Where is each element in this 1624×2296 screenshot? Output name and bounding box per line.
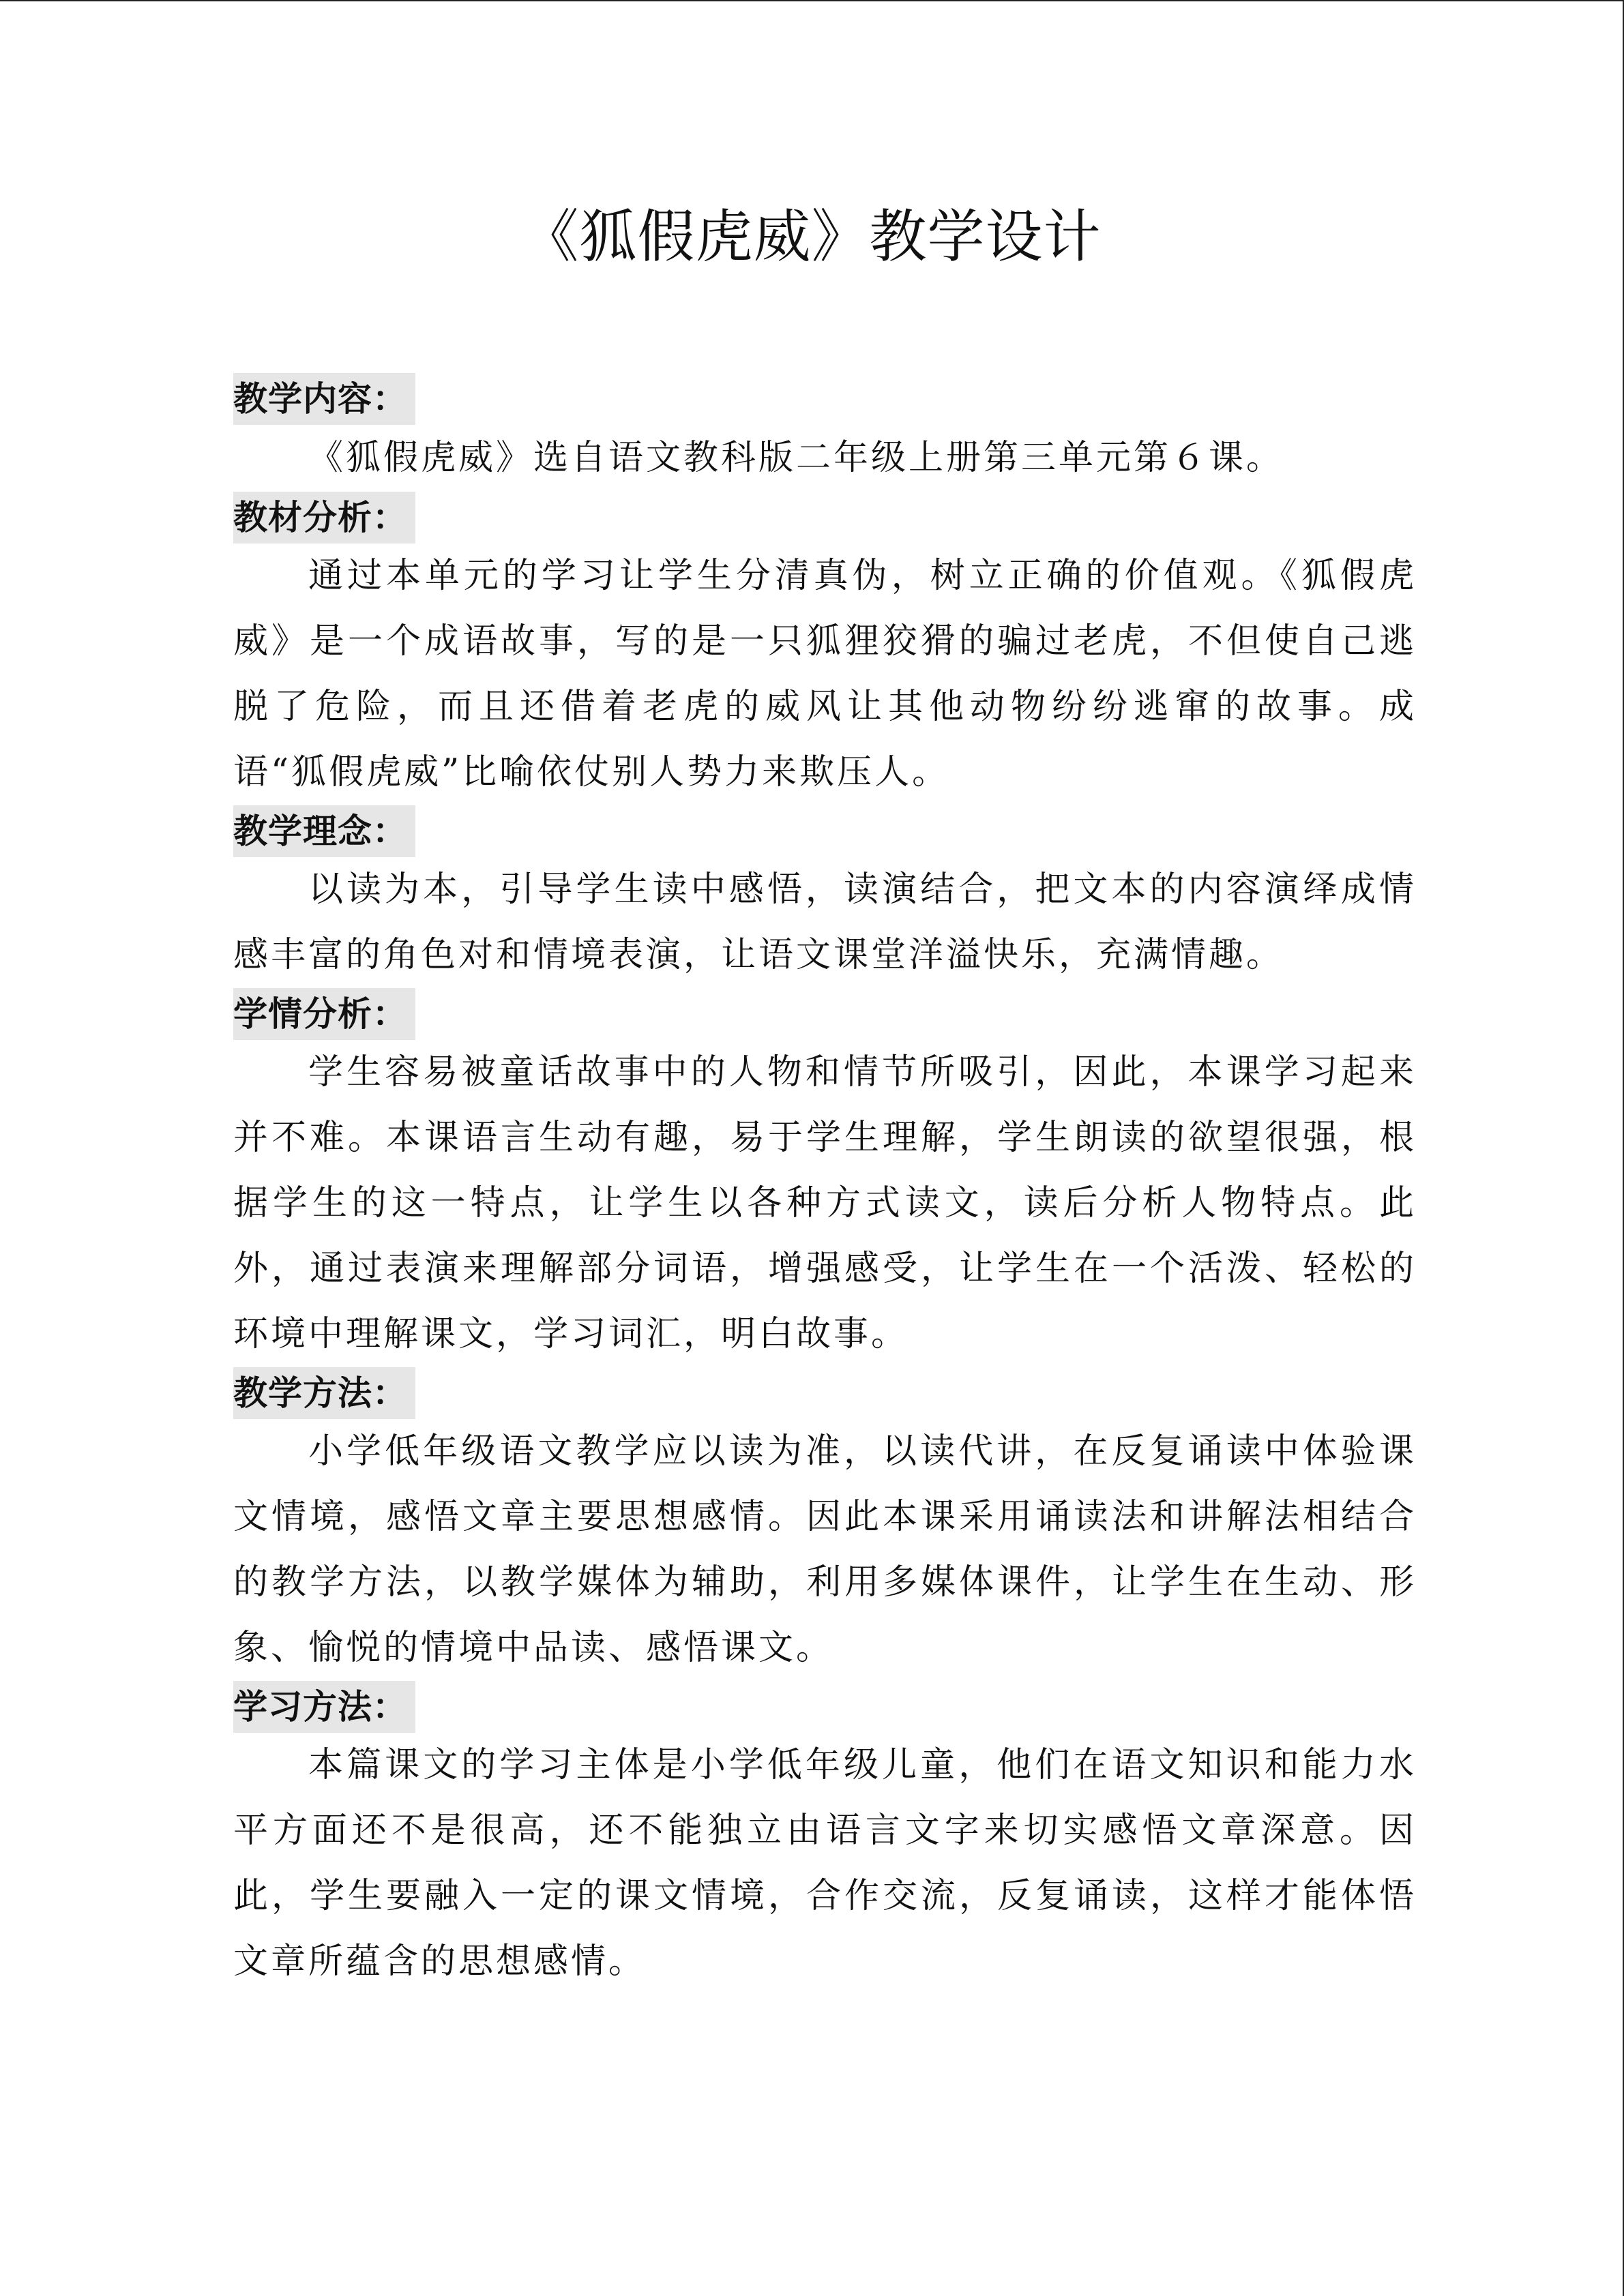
section-heading: 学情分析： xyxy=(233,988,415,1040)
section-teaching-content xyxy=(233,373,1417,492)
section-paragraph: 本篇课文的学习主体是小学低年级儿童，他们在语文知识和能力水平方面还不是很高，还不能独立由语言文字来切实感悟文章深意。因此，学生要融入一定的课文情境，合作交流，反复诵读，这样才能体悟文章所蕴含的思想感情。 xyxy=(233,1745,1417,1982)
section-paragraph: 以读为本，引导学生读中感悟，读演结合，把文本的内容演绎成情感丰富的角色对和情境表演，让语文课堂洋溢快乐，充满情趣。 xyxy=(233,869,1417,975)
section-paragraph: 通过本单元的学习让学生分清真伪，树立正确的价值观。《狐假虎威》是一个成语故事，写的是一只狐狸狡猾的骗过老虎，不但使自己逃脱了危险，而且还借着老虎的威风让其他动物纷纷逃窜的故事。成语“狐假虎威”比喻依仗别人势力来欺压人。 xyxy=(233,556,1417,792)
section-material-analysis xyxy=(233,492,1417,805)
section-learning-methods xyxy=(233,1681,1417,1995)
section-paragraph: 小学低年级语文教学应以读为准，以读代讲，在反复诵读中体验课文情境，感悟文章主要思想感情。因此本课采用诵读法和讲解法相结合的教学方法，以教学媒体为辅助，利用多媒体课件，让学生在生动、形象、愉悦的情境中品读、感悟课文。 xyxy=(233,1431,1417,1668)
section-heading: 教材分析： xyxy=(233,492,415,543)
section-paragraph: 学生容易被童话故事中的人物和情节所吸引，因此，本课学习起来并不难。本课语言生动有趣，易于学生理解，学生朗读的欲望很强，根据学生的这一特点，让学生以各种方式读文，读后分析人物特点。此外，通过表演来理解部分词语，增强感受，让学生在一个活泼、轻松的环境中理解课文，学习词汇，明白故事。 xyxy=(233,1052,1417,1354)
document-body xyxy=(233,373,1417,1995)
section-teaching-philosophy xyxy=(233,805,1417,988)
section-paragraph: 《狐假虎威》选自语文教科版二年级上册第三单元第６课。 xyxy=(308,438,1284,478)
section-heading: 学习方法： xyxy=(233,1681,415,1733)
section-learner-analysis xyxy=(233,988,1417,1367)
section-heading: 教学内容： xyxy=(233,373,415,425)
document-title: 《狐假虎威》教学设计 xyxy=(521,203,1102,270)
section-heading: 教学理念： xyxy=(233,805,415,857)
section-heading: 教学方法： xyxy=(233,1367,415,1419)
section-teaching-methods xyxy=(233,1367,1417,1681)
